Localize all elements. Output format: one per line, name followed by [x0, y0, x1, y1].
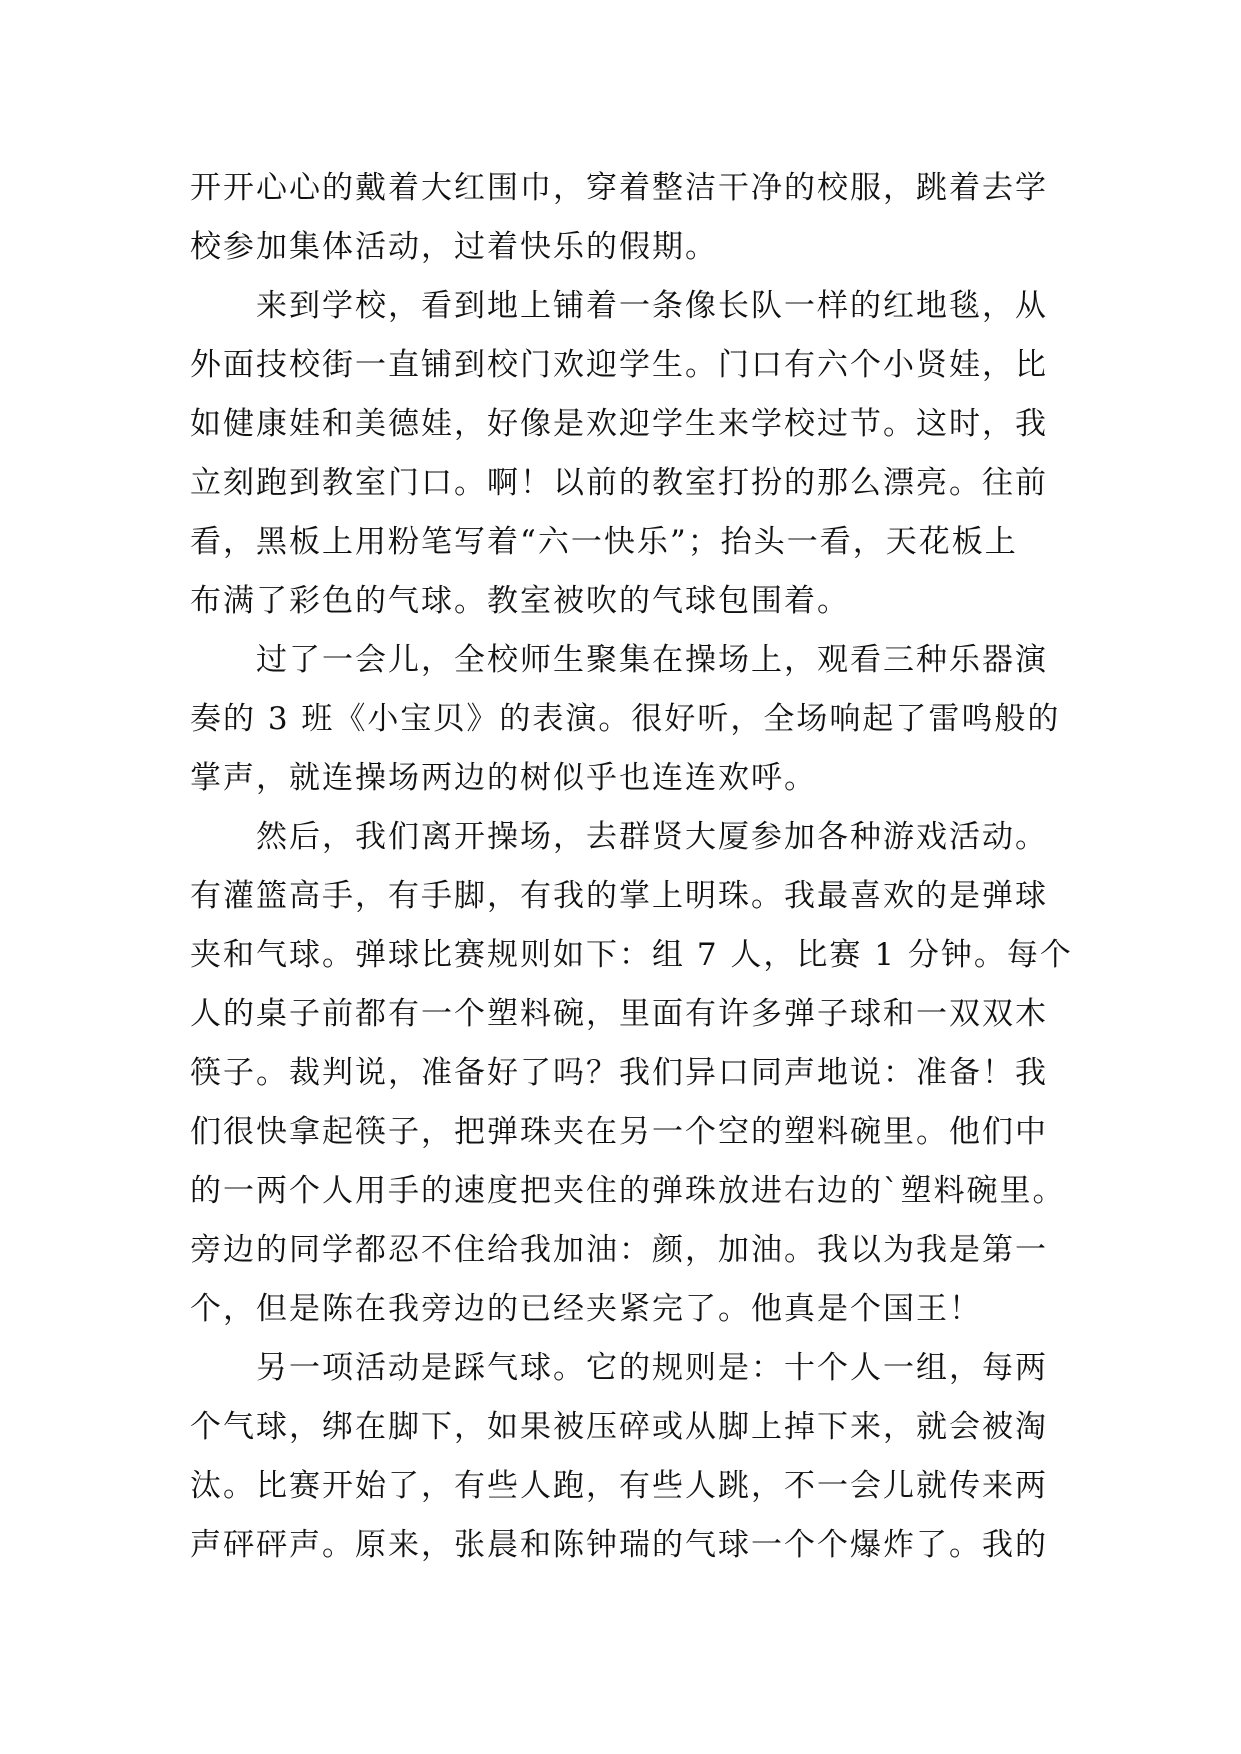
- text-line: 们很快拿起筷子，把弹珠夹在另一个空的塑料碗里。他们中: [190, 1114, 1048, 1150]
- text-line: 布满了彩色的气球。教室被吹的气球包围着。: [190, 583, 850, 619]
- text-line: 夹和气球。弹球比赛规则如下：组 7 人，比赛 1 分钟。每个: [190, 937, 1073, 973]
- text-line: 旁边的同学都忍不住给我加油：颜，加油。我以为我是第一: [190, 1232, 1048, 1268]
- text-line: 有灌篮高手，有手脚，有我的掌上明珠。我最喜欢的是弹球: [190, 878, 1048, 914]
- text-line: 外面技校街一直铺到校门欢迎学生。门口有六个小贤娃，比: [190, 347, 1048, 383]
- text-line: 开开心心的戴着大红围巾，穿着整洁干净的校服，跳着去学: [190, 170, 1048, 206]
- text-line: 看，黑板上用粉笔写着“六一快乐”；抬头一看，天花板上: [190, 524, 1018, 560]
- text-line: 汰。比赛开始了，有些人跑，有些人跳，不一会儿就传来两: [190, 1468, 1048, 1504]
- paragraph-start-line: 然后，我们离开操场，去群贤大厦参加各种游戏活动。: [256, 819, 1048, 855]
- text-line: 个，但是陈在我旁边的已经夹紧完了。他真是个国王！: [190, 1291, 982, 1327]
- text-line: 筷子。裁判说，准备好了吗？我们异口同声地说：准备！我: [190, 1055, 1048, 1091]
- text-line: 立刻跑到教室门口。啊！以前的教室打扮的那么漂亮。往前: [190, 465, 1048, 501]
- text-line: 掌声，就连操场两边的树似乎也连连欢呼。: [190, 760, 817, 796]
- text-line: 的一两个人用手的速度把夹住的弹珠放进右边的`塑料碗里。: [190, 1173, 1066, 1209]
- text-line: 声砰砰声。原来，张晨和陈钟瑞的气球一个个爆炸了。我的: [190, 1527, 1048, 1563]
- text-line: 校参加集体活动，过着快乐的假期。: [190, 229, 718, 265]
- text-line: 个气球，绑在脚下，如果被压碎或从脚上掉下来，就会被淘: [190, 1409, 1048, 1445]
- paragraph-start-line: 来到学校，看到地上铺着一条像长队一样的红地毯，从: [256, 288, 1048, 324]
- text-line: 如健康娃和美德娃，好像是欢迎学生来学校过节。这时，我: [190, 406, 1048, 442]
- paragraph-start-line: 过了一会儿，全校师生聚集在操场上，观看三种乐器演: [256, 642, 1048, 678]
- body-text: [190, 159, 1073, 1575]
- text-line: 奏的 3 班《小宝贝》的表演。很好听，全场响起了雷鸣般的: [190, 701, 1061, 737]
- paragraph-start-line: 另一项活动是踩气球。它的规则是：十个人一组，每两: [256, 1350, 1048, 1386]
- text-line: 人的桌子前都有一个塑料碗，里面有许多弹子球和一双双木: [190, 996, 1048, 1032]
